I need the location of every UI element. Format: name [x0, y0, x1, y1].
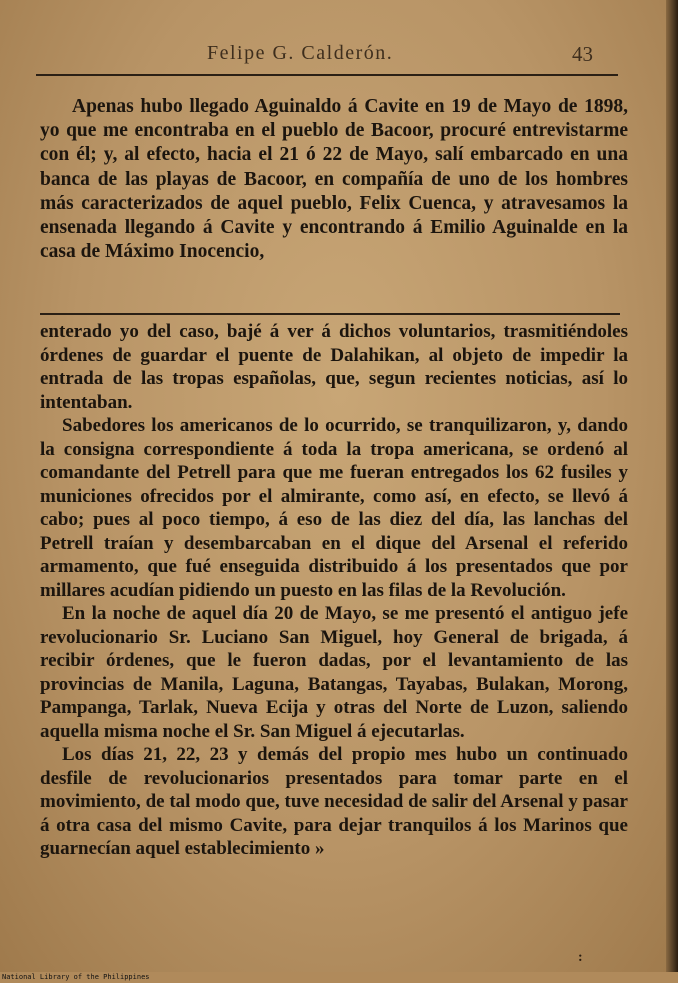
section-divider	[40, 313, 620, 315]
header-rule	[36, 74, 618, 76]
text-block-bottom	[40, 320, 628, 861]
page-number: 43	[572, 42, 593, 66]
page-edge-shadow	[666, 0, 678, 972]
paragraph: Los días 21, 22, 23 y demás del propio mes hubo un continuado desfile de revolucionarios presentados para tomar parte en el movimiento, de tal modo que, tuve necesidad de salir del Arsenal y pasar á otra casa del mismo Cavite, para dejar tranquilos á los Marinos que guarnecían aquel establecimiento »	[40, 744, 628, 859]
page-mark: :	[578, 950, 583, 965]
paragraph: enterado yo del caso, bajé á ver á dichos voluntarios, trasmitiéndoles órdenes de guardar el puente de Dalahikan, al objeto de impedir la entrada de las tropas españolas, que, segun recientes noticias, así lo intentaban.	[40, 321, 628, 413]
text-block-top	[40, 95, 628, 264]
library-credit: National Library of the Philippines	[2, 973, 150, 981]
page-header	[0, 40, 678, 70]
running-head: Felipe G. Calderón.	[207, 42, 394, 64]
paragraph: Sabedores los americanos de lo ocurrido, se tranquilizaron, y, dando la consigna correspondiente á toda la tropa americana, se ordenó al comandante del Petrell para que me fueran entregados los 62 fusiles y municiones ofrecidos por el almirante, como así, en efecto, se llevó á cabo; pues al poco tiempo, á eso de las diez del día, las lanchas del Petrell traían y desembarcaban en el dique del Arsenal el referido armamento, que fué enseguida distribuido á los presentados que por millares acudían pidiendo un puesto en las filas de la Revolución.	[40, 415, 628, 601]
paragraph: En la noche de aquel día 20 de Mayo, se me presentó el antiguo jefe revolucionario Sr. Luciano San Miguel, hoy General de brigada, á recibir órdenes, que le fueron dadas, por el levantamiento de las provincias de Manila, Laguna, Batangas, Tayabas, Bulakan, Morong, Pampanga, Tarlak, Nueva Ecija y otras del Norte de Luzon, saliendo aquella misma noche el Sr. San Miguel á ejecutarlas.	[40, 603, 628, 742]
paragraph: Apenas hubo llegado Aguinaldo á Cavite en 19 de Mayo de 1898, yo que me encontraba en el pueblo de Bacoor, procuré entrevistarme con él; y, al efecto, hacia el 21 ó 22 de Mayo, salí embarcado en una banca de las playas de Bacoor, en compañía de uno de los hombres más caracterizados de aquel pueblo, Felix Cuenca, y atravesamos la ensenada llegando á Cavite y encontrando á Emilio Aguinalde en la casa de Máximo Inocencio,	[40, 96, 628, 263]
